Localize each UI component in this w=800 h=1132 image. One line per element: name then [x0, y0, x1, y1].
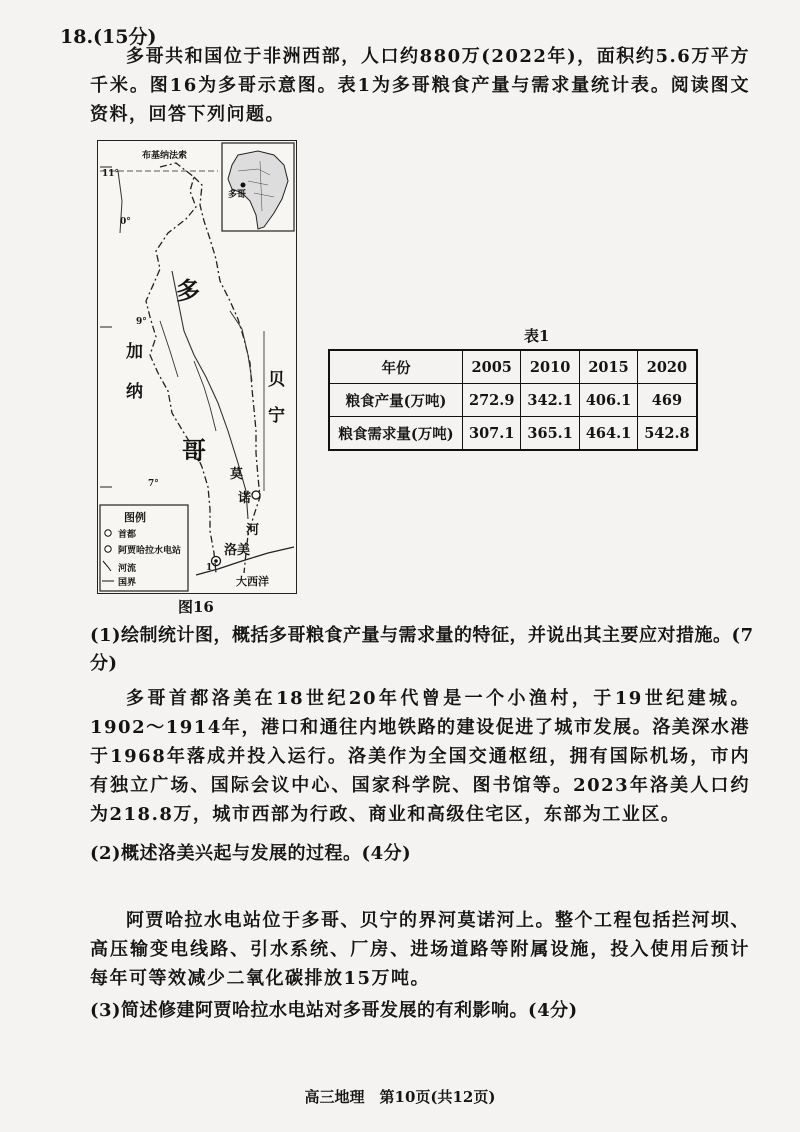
table-row	[329, 384, 697, 417]
table-year: 2015	[579, 350, 637, 384]
label-togo: 多	[176, 276, 200, 305]
table-year: 2010	[521, 350, 579, 384]
legend-title: 图例	[124, 511, 146, 524]
legend-capital-icon	[105, 530, 111, 536]
label-lome: 洛美	[224, 543, 251, 558]
table-cell: 469	[638, 384, 697, 417]
power-station-icon	[252, 491, 260, 499]
label-burkina: 布基纳法索	[142, 151, 188, 161]
table-cell: 406.1	[579, 384, 637, 417]
label-ghana: 加	[126, 342, 143, 362]
table-year: 2020	[638, 350, 697, 384]
table-cell: 365.1	[521, 417, 579, 451]
table-row	[329, 417, 697, 451]
table-cell: 307.1	[463, 417, 521, 451]
river	[194, 361, 216, 431]
legend-capital: 首都	[118, 530, 137, 540]
label-togo: 哥	[182, 436, 206, 465]
label-lat-9: 9°	[136, 317, 147, 327]
togo-map	[97, 140, 297, 594]
table-header-label: 年份	[329, 350, 463, 384]
dam-paragraph: 阿贾哈拉水电站位于多哥、贝宁的界河莫诺河上。整个工程包括拦河坝、高压输变电线路、引水系统、厂房、进场道路等附属设施，投入使用后预计每年可等效减少二氧化碳排放15万吨。	[90, 910, 750, 989]
river	[160, 321, 178, 377]
table-header-row	[329, 350, 697, 384]
legend-station-icon	[105, 546, 111, 552]
question-number: 18.(15分)	[60, 26, 157, 48]
intro-paragraph: 多哥共和国位于非洲西部，人口约880万(2022年)，面积约5.6万平方千米。图16为多哥示意图。表1为多哥粮食产量与需求量统计表。阅读图文资料，回答下列问题。	[90, 46, 750, 125]
label-lon-0: 0°	[120, 217, 131, 227]
legend-river: 河流	[118, 564, 137, 574]
legend-border: 国界	[118, 578, 137, 588]
label-ocean: 大西洋	[236, 575, 269, 588]
row-label: 粮食产量(万吨)	[329, 384, 463, 417]
togo-east-border	[194, 177, 260, 573]
river	[230, 311, 252, 381]
page-footer: 高三地理 第10页(共12页)	[304, 1088, 496, 1106]
label-river-mono: 河	[246, 523, 260, 538]
row-label: 粮食需求量(万吨)	[329, 417, 463, 451]
legend-station: 阿贾哈拉水电站	[118, 546, 182, 556]
figure-caption: 图16	[178, 598, 214, 616]
label-benin: 宁	[268, 406, 285, 426]
label-lat-7: 7°	[148, 479, 159, 489]
grain-statistics-table	[328, 349, 698, 451]
table-title: 表1	[524, 327, 550, 345]
table-cell: 342.1	[521, 384, 579, 417]
map-drawing	[98, 141, 296, 593]
label-togo-inset: 多哥	[228, 190, 247, 200]
table-cell: 542.8	[638, 417, 697, 451]
label-benin: 贝	[268, 370, 285, 390]
table-cell: 464.1	[579, 417, 637, 451]
label-lat-11: 11°	[102, 169, 120, 179]
label-river-mono: 莫	[230, 467, 244, 482]
sub-question-3: (3)简述修建阿贾哈拉水电站对多哥发展的有利影响。(4分)	[90, 1000, 578, 1021]
sub-question-2: (2)概述洛美兴起与发展的过程。(4分)	[90, 843, 412, 864]
lome-paragraph: 多哥首都洛美在18世纪20年代曾是一个小渔村，于19世纪建城。1902～1914年，港口和通往内地铁路的建设促进了城市发展。洛美深水港于1968年落成并投入运行。洛美作为全国交通枢纽，拥有国际机场，市内有独立广场、国际会议中心、国家科学院、图书馆等。2023年洛美人口约为218.8万，城市西部为行政、商业和高级住宅区，东部为工业区。	[90, 688, 750, 825]
table-year: 2005	[463, 350, 521, 384]
label-ghana: 纳	[126, 382, 143, 402]
sub-question-1: (1)绘制统计图，概括多哥粮食产量与需求量的特征，并说出其主要应对措施。(7分)	[90, 625, 754, 674]
label-lon-1: 1°	[206, 563, 217, 573]
label-river-mono: 诺	[238, 491, 252, 506]
table-cell: 272.9	[463, 384, 521, 417]
